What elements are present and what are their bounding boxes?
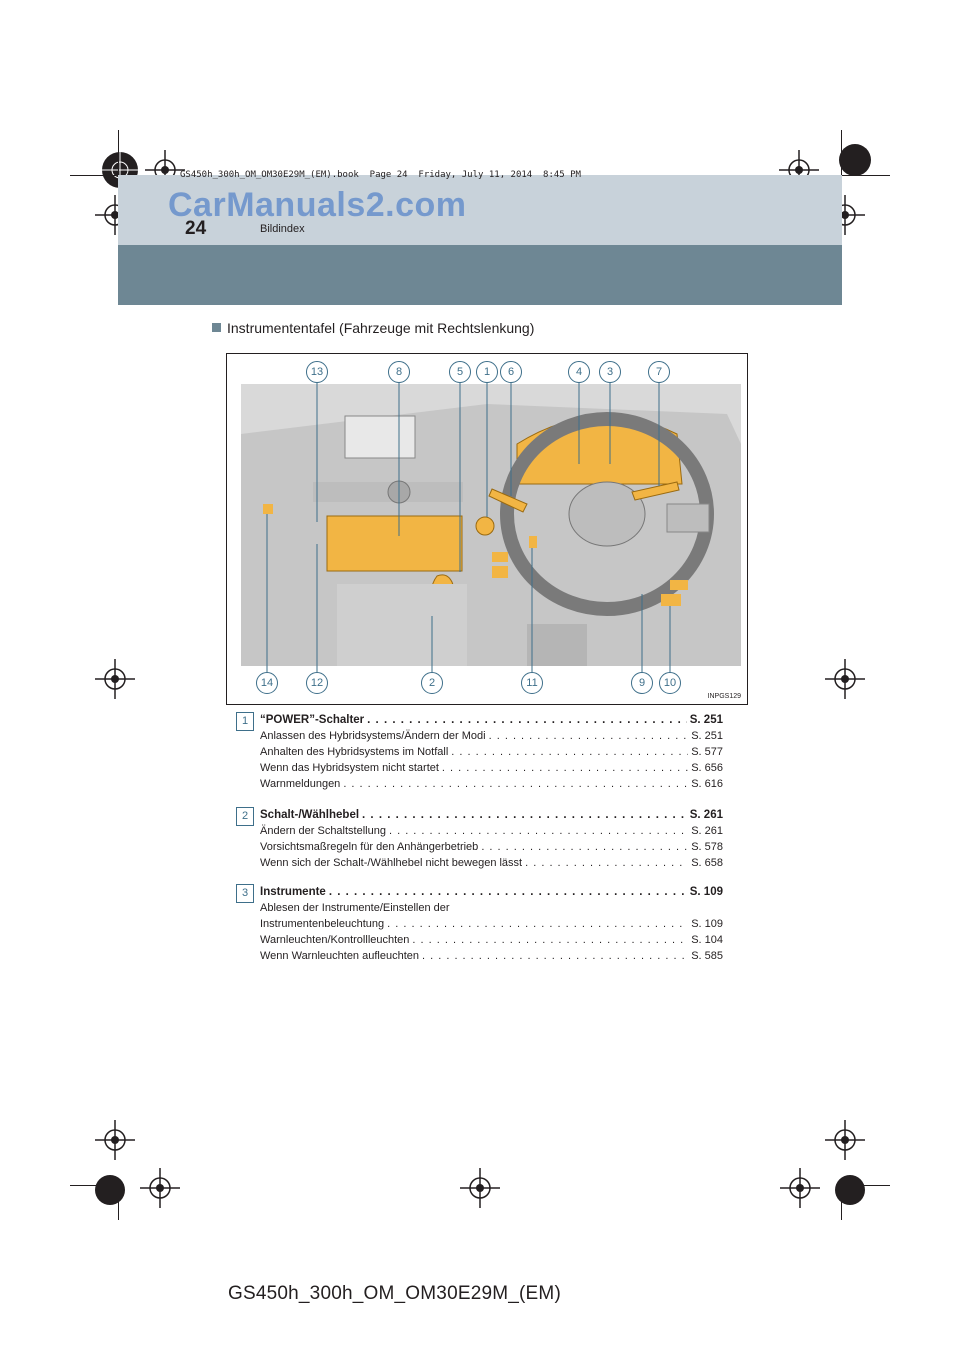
callout-11: 11 [521,672,543,694]
entry-sub-line[interactable] [260,932,723,948]
sub-label: Anhalten des Hybridsystems im Notfall [260,746,449,758]
callout-13: 13 [306,361,328,383]
crop-line [842,175,890,176]
sub-label: Vorsichtsmaßregeln für den Anhängerbetrieb [260,841,479,853]
entry-number-badge: 2 [236,807,254,826]
page-ref: S. 656 [691,762,723,774]
callout-12: 12 [306,672,328,694]
entry-sub-line[interactable] [260,916,723,932]
steering-switch [529,536,537,548]
footer-code: GS450h_300h_OM_OM30E29M_(EM) [228,1283,561,1304]
registration-mark-bottom-center-left [140,1168,180,1213]
callout-1: 1 [476,361,498,383]
callout-3: 3 [599,361,621,383]
crop-line [70,1185,118,1186]
registration-mark-left-middle [95,659,135,704]
callout-5: 5 [449,361,471,383]
crop-line [118,130,119,175]
registration-mark-bottom-left [85,1165,135,1220]
power-switch [476,517,494,535]
dashboard-drawing [227,354,748,705]
page-ref: S. 578 [691,841,723,853]
index-entry [260,807,723,871]
leader-dots [367,712,687,728]
leader-dots [343,776,688,792]
watermark[interactable]: CarManuals2.com [168,186,467,224]
book-info: GS450h_300h_OM_OM30E29M_(EM).book Page 24 Friday, July 11, 2014 8:45 PM [180,170,581,180]
page-ref: S. 616 [691,778,723,790]
crop-line [70,175,118,176]
leader-dots [481,839,688,855]
leader-dots [329,884,687,900]
page-ref: S. 109 [691,918,723,930]
leader-dots [489,728,689,744]
registration-mark-bottom-center [460,1168,500,1213]
page-ref: S. 261 [689,809,723,821]
sub-label: Wenn Warnleuchten aufleuchten [260,950,419,962]
sub-label: Wenn das Hybridsystem nicht startet [260,762,439,774]
index-entry [260,712,723,792]
leader-dots [451,744,688,760]
center-display [345,416,415,458]
sub-label: Warnleuchten/Kontrollleuchten [260,934,410,946]
entry-main-line[interactable] [260,807,723,823]
registration-mark-bottom-center-right [780,1168,820,1213]
subsection-title [212,320,534,336]
leader-dots [422,948,688,964]
index-entry [260,884,723,964]
page-ref: S. 261 [691,825,723,837]
callout-8: 8 [388,361,410,383]
sub-label: Wenn sich der Schalt-/Wählhebel nicht bewegen lässt [260,857,523,869]
entry-main-line[interactable] [260,884,723,900]
sub-label: Anlassen des Hybridsystems/Ändern der Modi [260,730,486,742]
pedals [527,624,587,666]
sub-label: Instrumentenbeleuchtung [260,918,385,930]
callout-7: 7 [648,361,670,383]
leader-dots [362,807,687,823]
leader-dots [412,932,688,948]
entry-sub-line[interactable] [260,839,723,855]
switch-block [492,566,508,578]
registration-mark-right-middle [825,659,865,704]
entry-sub-line[interactable] [260,776,723,792]
registration-mark-right-lower [825,1120,865,1165]
leader-dots [442,760,688,776]
page-ref: S. 104 [691,934,723,946]
page-ref: S. 585 [691,950,723,962]
page-ref: S. 577 [691,746,723,758]
header-bar [118,245,842,305]
entry-title: Schalt-/Wählhebel [260,809,360,821]
lower-switch-upper [670,580,688,590]
door-switches [667,504,709,532]
page-ref: S. 251 [691,730,723,742]
page-ref: S. 658 [691,857,723,869]
crop-line [842,1185,890,1186]
entry-title: Instrumente [260,886,326,898]
entry-sub-line[interactable] [260,728,723,744]
crop-line [841,130,842,175]
entry-main-line[interactable] [260,712,723,728]
center-tunnel [337,584,467,666]
figure-code: INPGS129 [707,693,741,700]
entry-number-badge: 1 [236,712,254,731]
crop-line [118,1185,119,1220]
section-title: Bildindex [260,223,305,235]
sub-label: Warnmeldungen [260,778,341,790]
callout-9: 9 [631,672,653,694]
subsection-title-text: Instrumententafel (Fahrzeuge mit Rechtslenkung) [227,320,535,336]
entry-title: “POWER”-Schalter [260,714,365,726]
entry-sub-text: Ablesen der Instrumente/Einstellen der [260,902,450,914]
callout-6: 6 [500,361,522,383]
callout-4: 4 [568,361,590,383]
entry-sub-line[interactable] [260,855,723,871]
entry-sub-line[interactable] [260,744,723,760]
switch-block-upper [492,552,508,562]
leader-dots [525,855,688,871]
lower-switch-lower [661,594,681,606]
page-ref: S. 109 [689,886,723,898]
left-vent-switch [263,504,273,514]
leader-dots [389,823,688,839]
registration-mark-left-lower [95,1120,135,1165]
page-number: 24 [185,218,207,239]
crop-line [841,1185,842,1220]
entry-sub-line[interactable] [260,948,723,964]
page-ref: S. 251 [689,714,723,726]
leader-dots [387,916,688,932]
entry-sub-line[interactable] [260,823,723,839]
entry-sub-line[interactable] [260,760,723,776]
registration-mark-bottom-right [825,1165,875,1220]
callout-14: 14 [256,672,278,694]
square-bullet-icon [212,323,221,332]
center-console-panel [327,516,462,571]
callout-10: 10 [659,672,681,694]
entry-number-badge: 3 [236,884,254,903]
callout-2: 2 [421,672,443,694]
sub-label: Ändern der Schaltstellung [260,825,386,837]
dashboard-illustration [226,353,748,705]
